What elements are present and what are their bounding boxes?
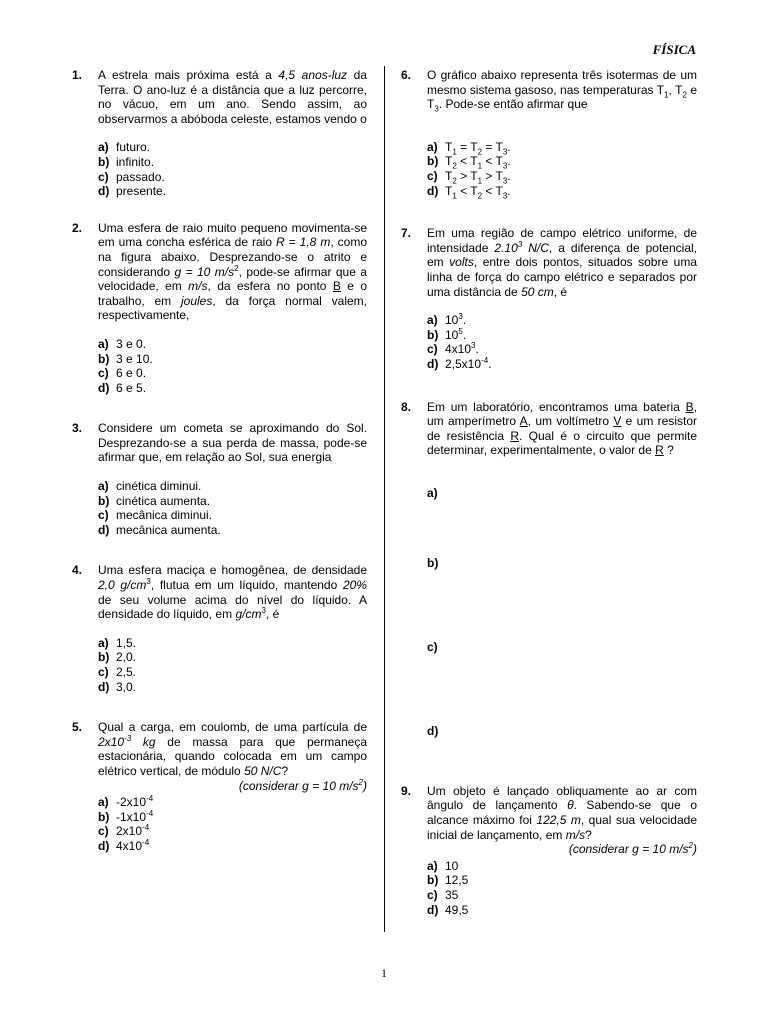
option-a: a) $-2x10^{-4}$	[98, 794, 154, 810]
option-a: a)	[427, 485, 438, 500]
question-note: (considerar g = 10 $m/s^2$)	[568, 841, 697, 857]
question-text: Um objeto é lançado obliquamente ao ar com ângulo de lançamento θ. Sabendo-se que o alcance máximo foi 122,5 m, qual sua velocidade inicial de lançamento, em m/s?	[427, 783, 697, 842]
option-a: a) $T_1 = T_2 = T_3$.	[427, 139, 511, 157]
options	[427, 313, 697, 371]
option-d: d)	[427, 723, 439, 738]
option-a: a) $10^3$.	[427, 312, 467, 328]
question-number: 2.	[72, 220, 83, 235]
question-4	[72, 563, 367, 694]
option-c: c) 35	[427, 888, 459, 903]
question-9	[401, 784, 697, 917]
question-2	[72, 221, 367, 396]
option-d: d) 3,0.	[98, 679, 137, 694]
question-number: 9.	[401, 783, 412, 798]
question-note: (considerar g = 10 $m/s^2$)	[238, 777, 367, 793]
option-d: d) $4x10^{-4}$	[98, 837, 150, 853]
question-text: Uma esfera de raio muito pequeno movimenta-se em uma concha esférica de raio R = 1,8 m, como na figura abaixo. Desprezando-se o atrito e considerando g = 10 $m/s^2$, pode-se afirmar que a velocidade, em m/s, da esfera no ponto B e o trabalho, em joules, da força normal valem, respectivamente,	[98, 220, 368, 323]
option-d: d) mecânica aumenta.	[98, 522, 221, 537]
question-number: 8.	[401, 399, 412, 414]
option-a: a) futuro.	[98, 140, 151, 155]
question-text: Qual a carga, em coulomb, de uma partícula de $2x10^{-3}$ kg de massa para que permaneça estacionária, quando colocada em um campo elétrico vertical, de módulo 50 N/C?	[98, 720, 367, 778]
option-b: b) 12,5	[427, 873, 469, 888]
option-d: d) 49,5	[427, 902, 469, 917]
options	[427, 859, 697, 917]
option-c: c) $4x10^3$.	[427, 341, 479, 357]
page-number: 1	[381, 966, 387, 980]
option-d: d) presente.	[98, 184, 167, 199]
option-a: a) 1,5.	[98, 635, 137, 650]
question-number: 6.	[401, 68, 412, 82]
left-column	[72, 68, 367, 854]
options	[98, 337, 367, 395]
question-5	[72, 720, 367, 853]
option-a: a) 10	[427, 858, 459, 873]
right-column	[401, 68, 697, 917]
option-a: a) 3 e 0.	[98, 336, 147, 351]
option-b: b) $T_2 < T_1 < T_3$.	[427, 154, 511, 171]
option-d: d) $T_1 < T_2 < T_3$.	[427, 183, 511, 200]
option-c: c) mecânica diminui.	[98, 508, 213, 523]
question-text: Em um laboratório, encontramos uma bateria B, um amperímetro A, um voltímetro V e um resistor de resistência R. Qual é o circuito que permite determinar, experimentalmente, o valor de R ?	[427, 399, 698, 458]
question-number: 3.	[72, 421, 83, 436]
options	[427, 140, 697, 198]
option-b: b) $10^5$.	[427, 326, 467, 342]
question-number: 1.	[72, 68, 83, 82]
option-b: b) 3 e 10.	[98, 351, 153, 366]
question-8	[401, 400, 697, 764]
option-c: c) 6 e 0.	[98, 366, 147, 381]
question-7	[401, 226, 697, 371]
option-b: b)	[427, 555, 439, 570]
question-text: O gráfico abaixo representa três isotermas de um mesmo sistema gasoso, nas temperaturas $T_1$, $T_2$ e $T_3$. Pode-se então afirmar que	[427, 68, 698, 114]
question-number: 7.	[401, 226, 412, 241]
option-c: c) passado.	[98, 169, 165, 184]
options	[98, 795, 367, 853]
question-text: Uma esfera maciça e homogênea, de densidade 2,0 $g/cm^3$, flutua em um líquido, mantendo 20% de seu volume acima do nível do líquido. A densidade do líquido, em $g/cm^3$, é	[98, 563, 367, 622]
question-1	[72, 68, 367, 199]
question-text: Em uma região de campo elétrico uniforme, de intensidade 2.10$^3$ N/C, a diferença de potencial, em volts, entre dois pontos, situados sobre uma linha de força do campo elétrico e separados por uma distância de 50 cm, é	[427, 226, 697, 299]
option-c: c)	[427, 639, 438, 654]
option-b: b) 2,0.	[98, 650, 137, 665]
question-text: Considere um cometa se aproximando do Sol. Desprezando-se a sua perda de massa, pode-se afirmar que, em relação ao Sol, sua energia	[98, 421, 367, 465]
question-number: 5.	[72, 720, 83, 735]
option-b: b) $-1x10^{-4}$	[98, 808, 154, 824]
option-d: d) $2,5x10^{-4}$.	[427, 355, 492, 371]
options	[98, 479, 367, 537]
option-c: c) $2x10^{-4}$	[98, 823, 150, 839]
column-divider	[384, 66, 385, 932]
option-d: d) 6 e 5.	[98, 380, 147, 395]
option-a: a) cinética diminui.	[98, 479, 202, 494]
options	[98, 636, 367, 694]
options	[98, 140, 367, 198]
option-c: c) $T_2 > T_1 > T_3$.	[427, 168, 511, 186]
option-b: b) infinito.	[98, 154, 155, 169]
subject-header: FÍSICA	[652, 42, 696, 57]
question-3	[72, 421, 367, 537]
option-b: b) cinética aumenta.	[98, 493, 211, 508]
option-c: c) 2,5.	[98, 665, 137, 679]
question-text: A estrela mais próxima está a 4,5 anos-luz da Terra. O ano-luz é a distância que a luz percorre, no vácuo, em um ano. Sendo assim, ao observarmos a abóboda celeste, estamos vendo o	[98, 68, 368, 126]
options	[427, 486, 697, 764]
question-number: 4.	[72, 563, 83, 578]
question-6	[401, 68, 697, 198]
